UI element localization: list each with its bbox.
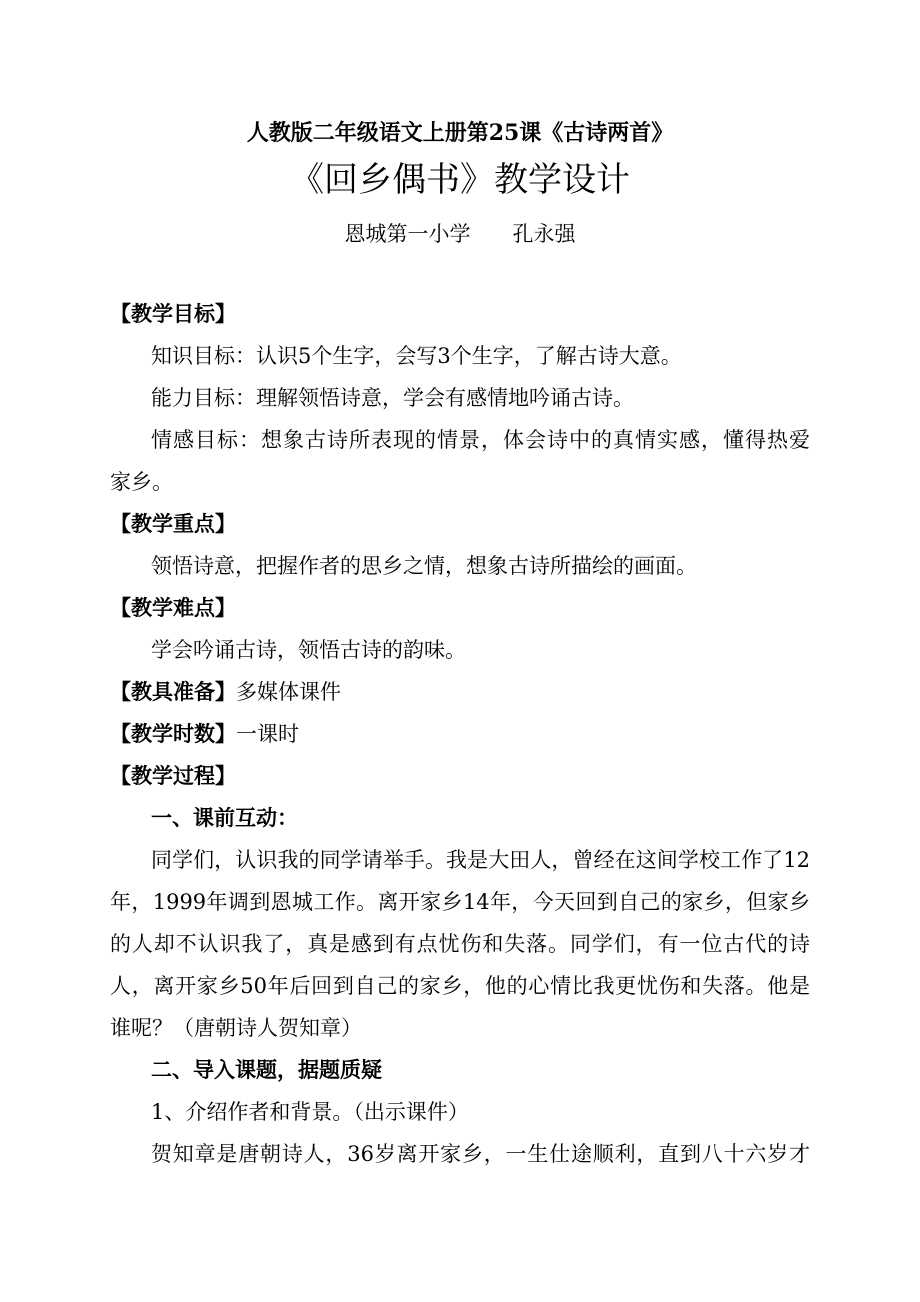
title-line-2: 《回乡偶书》教学设计 <box>290 160 630 200</box>
step1-heading: 一、课前互动： <box>151 805 298 830</box>
step2-paragraph-line: 贺知章是唐朝诗人，36岁离开家乡，一生仕途顺利，直到八十六岁才 <box>151 1142 810 1166</box>
author-line <box>0 219 920 249</box>
school-name: 恩城第一小学 <box>344 222 471 246</box>
step1-paragraph-line: 的人却不认识我了，真是感到有点忧伤和失落。同学们，有一位古代的诗 <box>110 932 810 956</box>
goal-emotion-line-1: 情感目标：想象古诗所表现的情景，体会诗中的真情实感，懂得热爱 <box>151 428 810 452</box>
title-line-1: 人教版二年级语文上册第25课《古诗两首》 <box>246 120 674 146</box>
author-name: 孔永强 <box>512 222 576 246</box>
step1-paragraph-line: 年，1999年调到恩城工作。离开家乡14年，今天回到自己的家乡，但家乡 <box>110 890 810 914</box>
hours-heading: 【教学时数】 <box>110 721 236 746</box>
tools-text: 多媒体课件 <box>236 680 341 704</box>
key-points-text: 领悟诗意，把握作者的思乡之情，想象古诗所描绘的画面。 <box>151 554 697 578</box>
step1-paragraph-line: 谁呢？（唐朝诗人贺知章） <box>110 1016 362 1040</box>
goal-emotion-line-2: 家乡。 <box>110 470 173 494</box>
process-heading: 【教学过程】 <box>110 763 236 788</box>
step1-paragraph-line: 同学们，认识我的同学请举手。我是大田人，曾经在这间学校工作了12 <box>151 848 810 872</box>
goal-ability: 能力目标：理解领悟诗意，学会有感情地吟诵古诗。 <box>151 386 634 410</box>
goals-heading: 【教学目标】 <box>110 301 236 326</box>
key-points-heading: 【教学重点】 <box>110 511 236 536</box>
step2-heading: 二、导入课题，据题质疑 <box>151 1057 382 1082</box>
difficulties-heading: 【教学难点】 <box>110 595 236 620</box>
difficulties-text: 学会吟诵古诗，领悟古诗的韵味。 <box>151 638 466 662</box>
tools-heading: 【教具准备】 <box>110 679 236 704</box>
hours-text: 一课时 <box>236 722 299 746</box>
hours-line <box>110 719 810 749</box>
goal-knowledge: 知识目标：认识5个生字，会写3个生字，了解古诗大意。 <box>151 344 682 368</box>
step1-paragraph-line: 人，离开家乡50年后回到自己的家乡，他的心情比我更忧伤和失落。他是 <box>110 974 810 998</box>
tools-line <box>110 677 810 707</box>
step2-item-1: 1、介绍作者和背景。（出示课件） <box>151 1100 469 1124</box>
